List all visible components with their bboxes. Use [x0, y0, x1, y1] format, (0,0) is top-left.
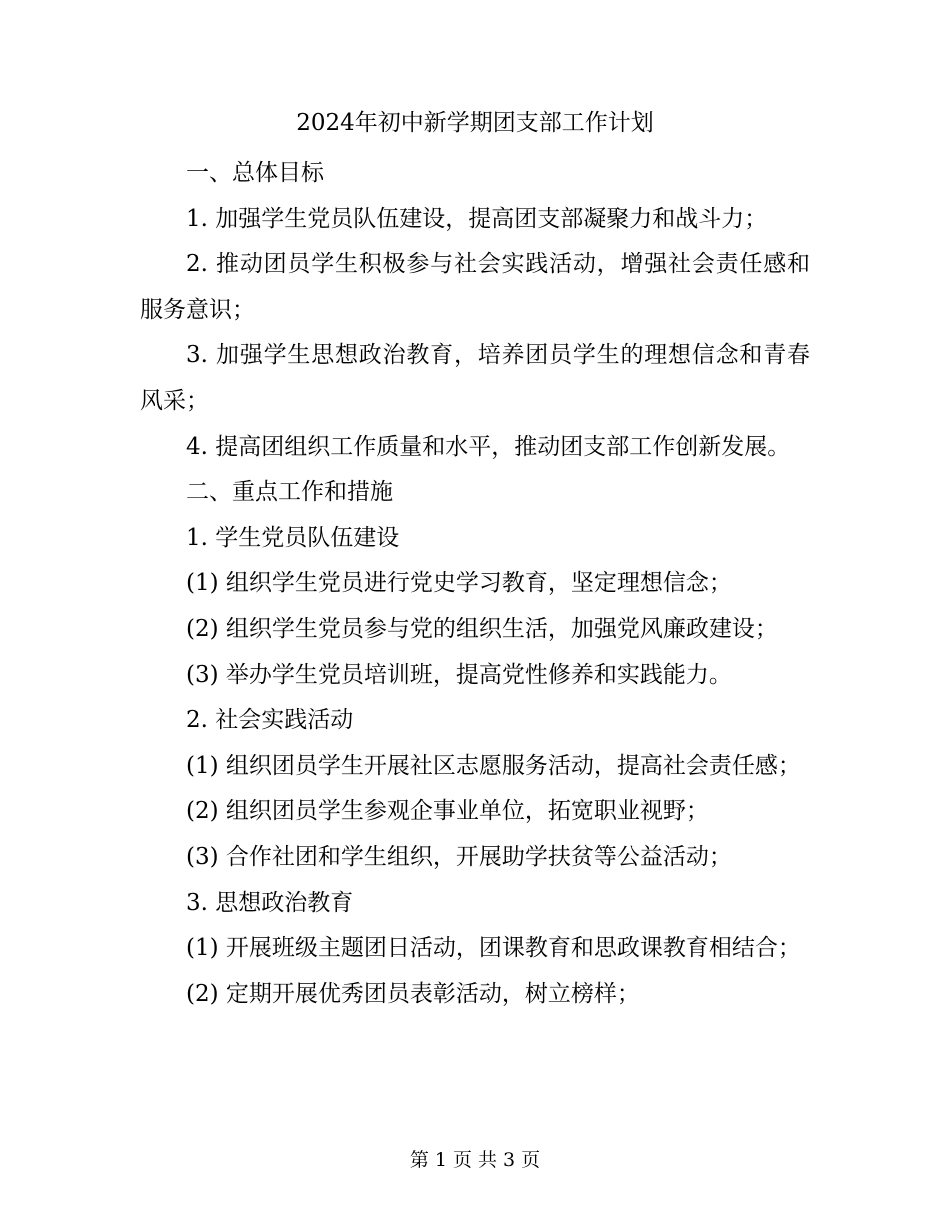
measure-item: (1) 开展班级主题团日活动，团课教育和思政课教育相结合； — [186, 935, 801, 962]
page-footer: 第 1 页 共 3 页 — [409, 1149, 541, 1171]
measure-item: (3) 举办学生党员培训班，提高党性修养和实践能力。 — [186, 661, 732, 688]
goal-item: 2. 推动团员学生积极参与社会实践活动，增强社会责任感和服务意识； — [140, 251, 810, 323]
measure-item: (1) 组织学生党员进行党史学习教育，坚定理想信念； — [186, 570, 732, 597]
subsection-heading: 1. 学生党员队伍建设 — [186, 524, 400, 551]
document-body — [140, 151, 810, 1017]
section-heading: 二、重点工作和措施 — [186, 479, 393, 506]
goal-item: 1. 加强学生党员队伍建设，提高团支部凝聚力和战斗力； — [186, 205, 768, 232]
goal-item: 3. 加强学生思想政治教育，培养团员学生的理想信念和青春风采； — [140, 342, 810, 414]
section-heading: 一、总体目标 — [186, 160, 324, 186]
goal-item: 4. 提高团组织工作质量和水平，推动团支部工作创新发展。 — [186, 433, 791, 460]
measure-item: (2) 定期开展优秀团员表彰活动，树立榜样； — [186, 980, 640, 1007]
subsection-heading: 2. 社会实践活动 — [186, 707, 354, 734]
measure-item: (3) 合作社团和学生组织，开展助学扶贫等公益活动； — [186, 843, 732, 870]
subsection-heading: 3. 思想政治教育 — [186, 889, 354, 916]
measure-item: (2) 组织学生党员参与党的组织生活，加强党风廉政建设； — [186, 615, 778, 642]
measure-item: (2) 组织团员学生参观企事业单位，拓宽职业视野； — [186, 798, 709, 825]
document-title: 2024年初中新学期团支部工作计划 — [296, 110, 654, 136]
measure-item: (1) 组织团员学生开展社区志愿服务活动，提高社会责任感； — [186, 752, 801, 779]
